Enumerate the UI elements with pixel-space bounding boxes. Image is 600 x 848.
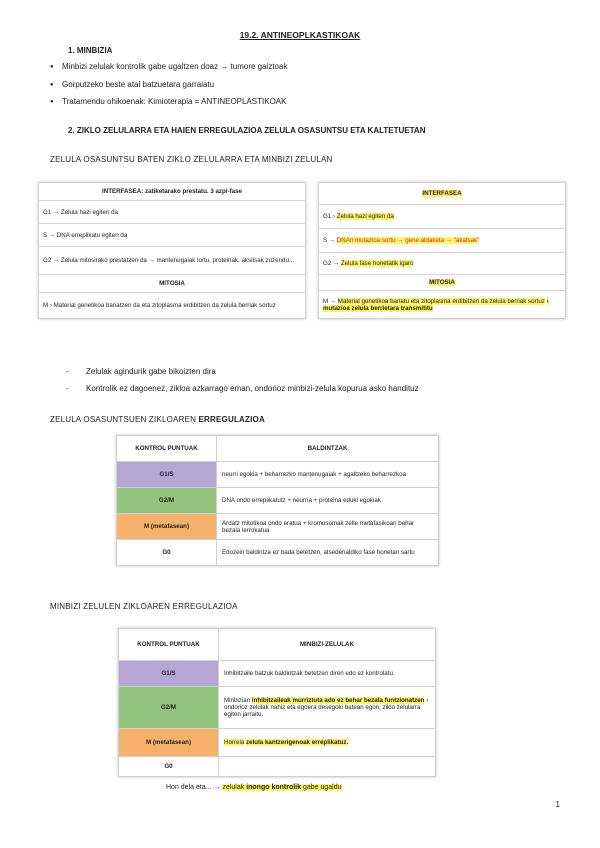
s-text: DNAn mutazioa sortu → gene aldaketa → "akatsak" bbox=[336, 237, 480, 244]
footer-conclusion: Hon dela eta... → zelulak inongo kontrolik gabe ugaldu bbox=[166, 784, 342, 791]
checkpoint-g1s: G1/S bbox=[117, 462, 217, 488]
healthy-cycle-table bbox=[38, 182, 306, 319]
g2-prefix: G2 → bbox=[323, 260, 340, 267]
cancer-g0-text bbox=[219, 757, 436, 777]
condition-g0: Edozein baldintza ez bada betetzen, atsedenaldiko fase honetan sartu bbox=[217, 540, 439, 566]
g1-row: G1 → Zelula hazi egiten da bbox=[39, 201, 306, 224]
bullet-item: ● Minbizi zelulak kontrolik gabe ugaltzen doaz → tumore gaiztoak bbox=[50, 62, 287, 71]
interphase-header: INTERFASEA: zatiketarako prestatu. 3 azpi-fase bbox=[39, 183, 306, 201]
m-text: Material genetikoa banatu eta zitoplasma erdibitzen da zelula berriak sortuz bbox=[337, 297, 545, 305]
col-header-conditions: BALDINTZAK bbox=[217, 436, 439, 462]
m-text-mutation: › mutazioa zelula berrietara transmititu bbox=[323, 297, 549, 312]
checkpoint-g0: G0 bbox=[119, 757, 219, 777]
col-header-control-points: KONTROL PUNTUAK bbox=[117, 436, 217, 462]
mitosis-header: MITOSIA bbox=[39, 275, 306, 293]
condition-m: Ardatz mitotikoa ondo eratua + kromosomak zelle metafasikoan behar bezala lerrokatua bbox=[217, 514, 439, 540]
dash-item: - Zelulak agindurik gabe bikoizten dira bbox=[66, 367, 216, 376]
g2-row: G2 → Zelula mitosirako prestatzen da → mantenugaiak lortu, proteinak, aksitsak zuzendu... bbox=[39, 247, 306, 275]
interphase-header: INTERFASEA bbox=[422, 190, 462, 197]
healthy-regulation-heading: ZELULA OSASUNTSUEN ZIKLOAREN ERREGULAZIOA bbox=[50, 415, 265, 424]
checkpoint-g2m: G2/M bbox=[119, 687, 219, 729]
cancer-regulation-heading: MINBIZI ZELULEN ZIKLOAREN ERREGULAZIOA bbox=[50, 602, 238, 611]
checkpoint-m: M (metafasean) bbox=[119, 729, 219, 757]
col-header-control-points: KONTROL PUNTUAK bbox=[119, 629, 219, 661]
cancer-g2m-text: Minbizian inhibitzaileak murriztuta ado ez behar bezala funtzionatzen › ondorioz zelulak nahiz eta egoera desegoki batean egon, ziklo zelularra egiten jarraitu. bbox=[219, 687, 436, 729]
cancer-cycle-table bbox=[318, 182, 566, 319]
mitosis-header: MITOSIA bbox=[429, 279, 455, 286]
page-number: 1 bbox=[555, 800, 560, 809]
cancer-regulation-table bbox=[118, 628, 436, 777]
page-title: 19.2. ANTINEOPLKASTIKOAK bbox=[239, 30, 361, 40]
g2-text: Zelula fase honetatik igaro bbox=[340, 260, 414, 267]
s-row: S → DNA erreplikatu egiten da bbox=[39, 224, 306, 247]
g1-text: Zelula hazi egiten da bbox=[336, 213, 394, 220]
checkpoint-m: M (metafasean) bbox=[117, 514, 217, 540]
section-heading-minbizia: 1. MINBIZIA bbox=[68, 46, 113, 55]
bullet-item: ● Tratamendu ohikoenak: Kimioterapia = ANTINEOPLASTIKOAK bbox=[50, 97, 286, 106]
m-prefix: M → bbox=[323, 297, 337, 305]
dash-item: - Kontrolik ez dagoenez, zikloa azkarrago eman, ondorioz minbizi-zelula kopurua asko handituz bbox=[66, 384, 419, 393]
g1-prefix: G1 › bbox=[323, 213, 336, 220]
checkpoint-g0: G0 bbox=[117, 540, 217, 566]
m-row: M › Material genetikoa banatzen da eta zitoplasma erdibitzen da zelula berriak sortuz bbox=[43, 302, 276, 309]
s-prefix: S → bbox=[323, 237, 336, 244]
section-heading-ziklo: 2. ZIKLO ZELULARRA ETA HAIEN ERREGULAZIOA ZELULA OSASUNTSU ETA KALTETUETAN bbox=[68, 126, 426, 135]
healthy-regulation-table bbox=[116, 435, 439, 566]
condition-g1s: neurri egokia + beharrezko mantenugaiak + agaltzeko beharrezkoa bbox=[217, 462, 439, 488]
cancer-m-text: Horrela zelula kantzerigenoak erreplikatuz. bbox=[219, 729, 436, 757]
checkpoint-g2m: G2/M bbox=[117, 488, 217, 514]
checkpoint-g1s: G1/S bbox=[119, 661, 219, 687]
condition-g2m: DNA ondo erreplikatutz + neurria + proteina eduki egokiak bbox=[217, 488, 439, 514]
subheading-healthy-vs-cancer: ZELULA OSASUNTSU BATEN ZIKLO ZELULARRA ETA MINBIZI ZELULAN bbox=[50, 155, 333, 164]
bullet-item: ● Gorputzeko beste atal batzuetara garraiatu bbox=[50, 80, 214, 89]
cancer-g1s-text: Inhibitzaile batzuk baldintzak betetzen diren edo ez kontrolatu. bbox=[219, 661, 436, 687]
col-header-cancer-cells: MINBIZI-ZELULAK bbox=[219, 629, 436, 661]
